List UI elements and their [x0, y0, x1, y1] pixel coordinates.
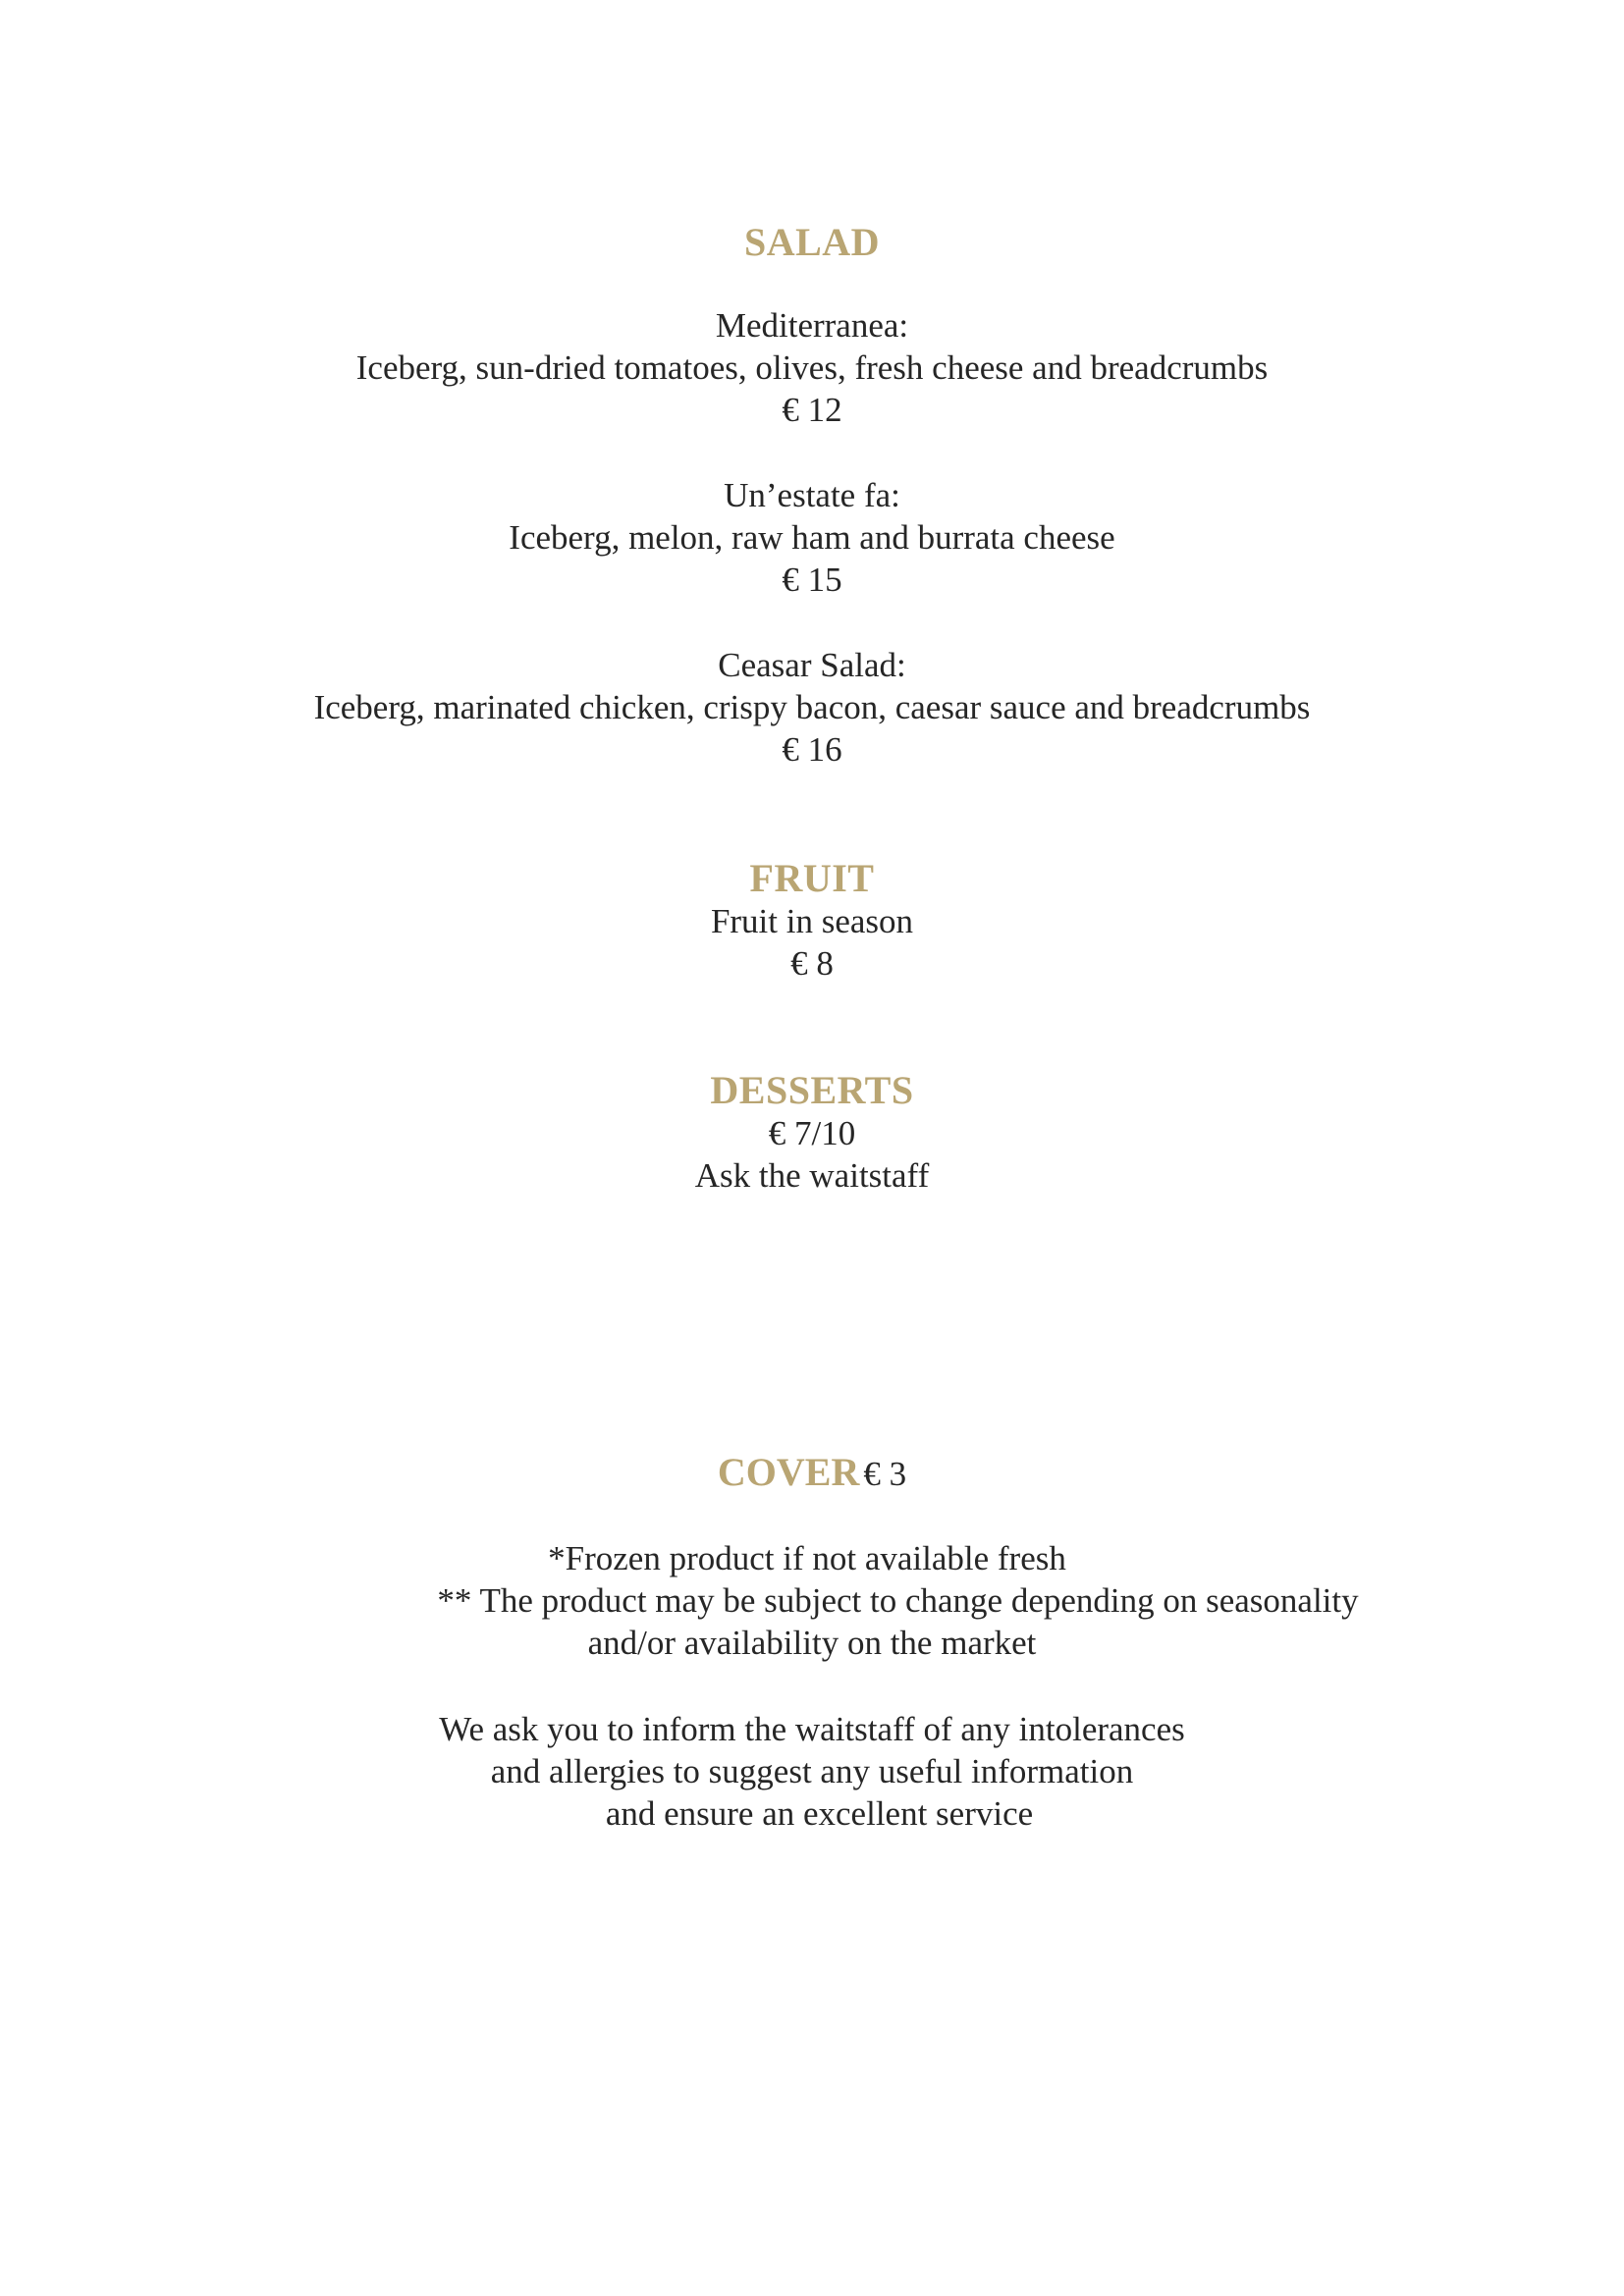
- allergy-notes: [0, 1708, 1624, 1835]
- fruit-heading: FRUIT: [749, 856, 875, 900]
- salad-item-unestate-fa: [0, 474, 1624, 601]
- desserts-price: € 7/10: [768, 1114, 856, 1152]
- desserts-note: Ask the waitstaff: [694, 1156, 930, 1195]
- salad-item-description: Iceberg, melon, raw ham and burrata cheese: [509, 518, 1115, 557]
- salad-item-price: € 16: [782, 730, 842, 769]
- salad-item-ceasar-salad: [0, 644, 1624, 771]
- salad-item-description: Iceberg, marinated chicken, crispy bacon, caesar sauce and breadcrumbs: [313, 688, 1311, 726]
- salad-item-description: Iceberg, sun-dried tomatoes, olives, fresh cheese and breadcrumbs: [355, 348, 1269, 387]
- seasonality-note-cont: and/or availability on the market: [587, 1624, 1037, 1662]
- fruit-description: Fruit in season: [710, 902, 914, 940]
- cover-heading: COVER: [717, 1450, 860, 1494]
- product-notes: [0, 1537, 1624, 1664]
- seasonality-note: ** The product may be subject to change depending on seasonality: [437, 1581, 1359, 1620]
- allergy-note-line: and ensure an excellent service: [605, 1794, 1034, 1833]
- allergy-note-line: We ask you to inform the waitstaff of any intolerances: [439, 1710, 1185, 1748]
- allergy-note-line: and allergies to suggest any useful information: [490, 1752, 1134, 1790]
- salad-item-name: Ceasar Salad:: [718, 646, 906, 684]
- salad-item-mediterranea: [0, 304, 1624, 431]
- desserts-heading: DESSERTS: [710, 1068, 914, 1112]
- cover-price: € 3: [863, 1455, 907, 1493]
- salad-item-name: Mediterranea:: [715, 306, 909, 345]
- salad-item-name: Un’estate fa:: [724, 476, 900, 514]
- frozen-note: *Frozen product if not available fresh: [548, 1539, 1066, 1577]
- salad-item-price: € 12: [782, 391, 842, 429]
- salad-item-price: € 15: [782, 561, 842, 599]
- fruit-section: [0, 900, 1624, 985]
- desserts-section: [0, 1112, 1624, 1197]
- cover-line: [0, 1451, 1624, 1503]
- fruit-price: € 8: [790, 944, 834, 983]
- salad-heading: SALAD: [743, 220, 881, 264]
